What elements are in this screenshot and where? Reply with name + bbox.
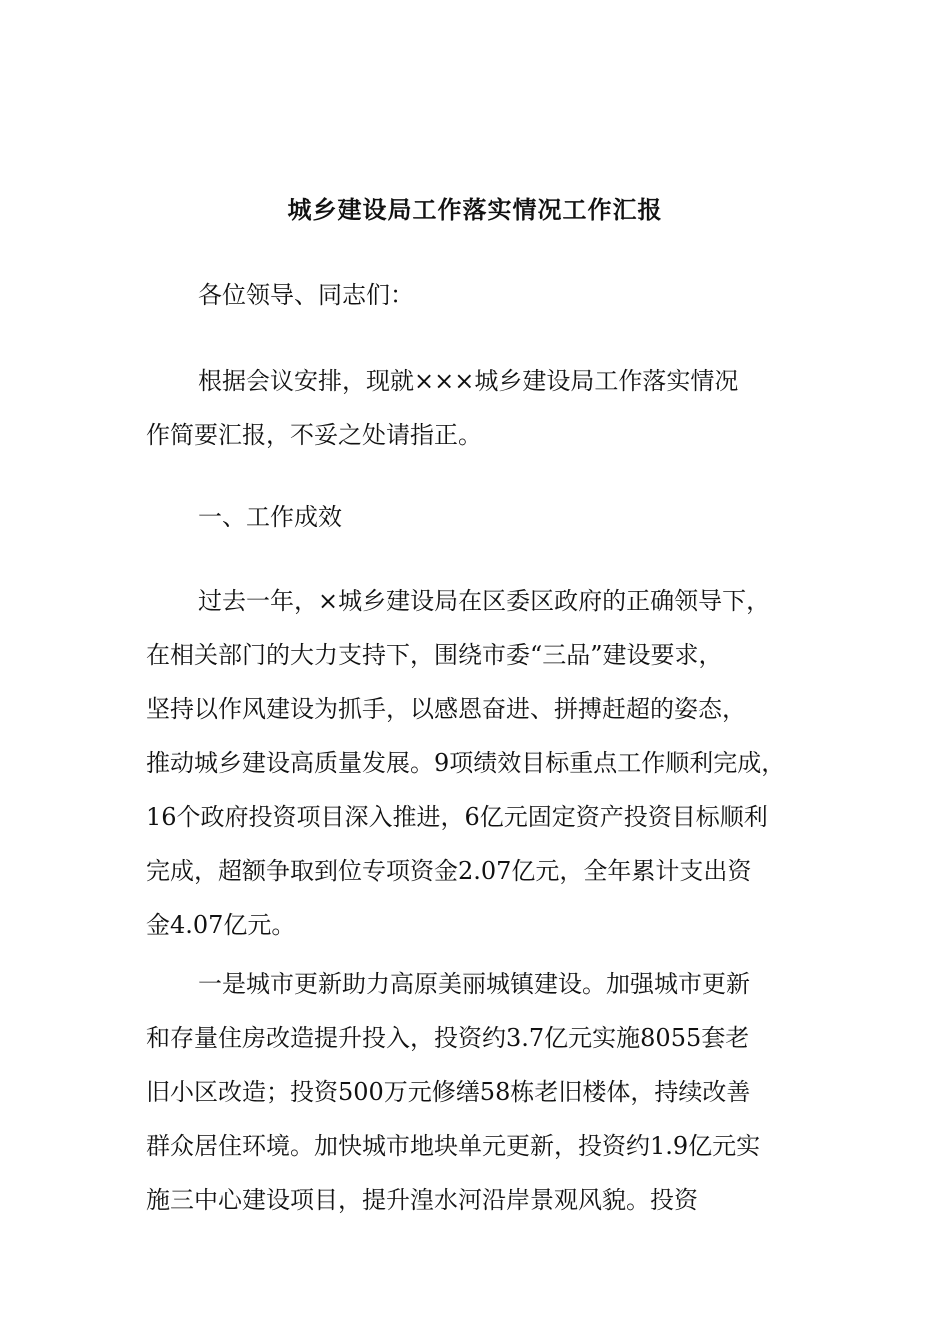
intro-paragraph: [146, 354, 826, 462]
intro-line: 作简要汇报，不妥之处请指正。: [146, 421, 482, 449]
results-line: 过去一年，×城乡建设局在区委区政府的正确领导下，: [198, 587, 771, 615]
intro-line: 根据会议安排，现就×××城乡建设局工作落实情况: [198, 367, 739, 395]
section-heading: [146, 490, 826, 544]
results-line: 坚持以作风建设为抓手，以感恩奋进、拼搏赶超的姿态，: [146, 695, 746, 723]
results-line: 推动城乡建设高质量发展。9项绩效目标重点工作顺利完成，: [146, 749, 786, 777]
results-line: 在相关部门的大力支持下，围绕市委“三品”建设要求，: [146, 641, 723, 669]
results-line: 16个政府投资项目深入推进，6亿元固定资产投资目标顺利: [146, 803, 768, 831]
urban-renewal-line: 施三中心建设项目，提升湟水河沿岸景观风貌。投资: [146, 1186, 698, 1214]
urban-renewal-line: 和存量住房改造提升投入，投资约3.7亿元实施8055套老: [146, 1024, 750, 1052]
results-line: 金4.07亿元。: [146, 911, 296, 939]
greeting-line: 各位领导、同志们：: [198, 281, 414, 309]
urban-renewal-line: 群众居住环境。加快城市地块单元更新，投资约1.9亿元实: [146, 1132, 761, 1160]
urban-renewal-line: 一是城市更新助力高原美丽城镇建设。加强城市更新: [198, 970, 750, 998]
urban-renewal-line: 旧小区改造；投资500万元修缮58栋老旧楼体，持续改善: [146, 1078, 751, 1106]
results-line: 完成，超额争取到位专项资金2.07亿元，全年累计支出资: [146, 857, 752, 885]
urban-renewal-paragraph: [146, 957, 826, 1227]
greeting-paragraph: [146, 268, 826, 322]
results-paragraph: [146, 574, 826, 952]
document-title: 城乡建设局工作落实情况工作汇报: [287, 195, 663, 224]
section1-heading: 一、工作成效: [198, 503, 342, 531]
